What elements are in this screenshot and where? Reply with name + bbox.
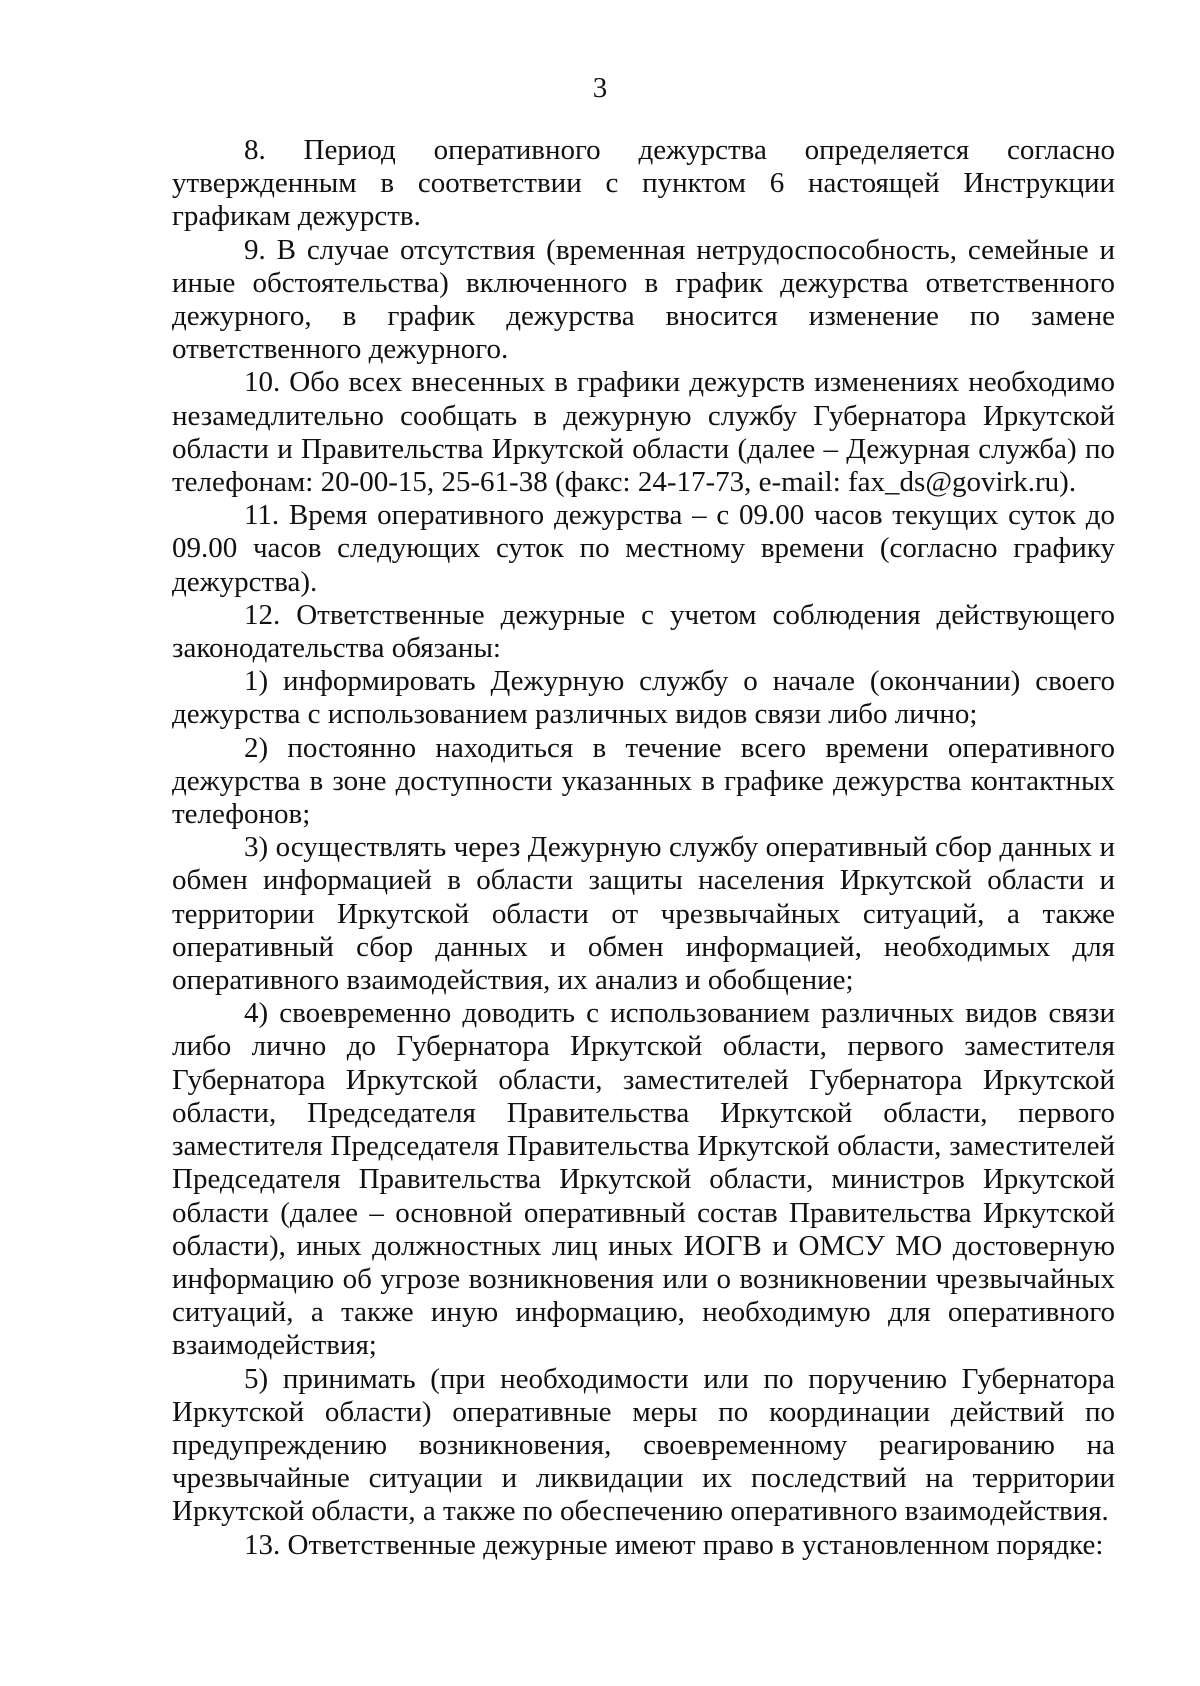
paragraph-item-12: 12. Ответственные дежурные с учетом соблюдения действующего законодательства обязаны: bbox=[172, 598, 1115, 665]
page-number: 3 bbox=[592, 72, 608, 104]
subitem-3: 3) осуществлять через Дежурную службу оперативный сбор данных и обмен информацией в области защиты населения Иркутской области и территории Иркутской области от чрезвычайных ситуаций, а также оперативный сбор данных и обмен информацией, необходимых для оперативного взаимодействия, их анализ и обобщение; bbox=[172, 831, 1115, 997]
paragraph-item-11: 11. Время оперативного дежурства – с 09.00 часов текущих суток до 09.00 часов следующих суток по местному времени (согласно графику дежурства). bbox=[172, 499, 1115, 598]
subitem-1: 1) информировать Дежурную службу о начале (окончании) своего дежурства с использованием различных видов связи либо лично; bbox=[172, 665, 1115, 731]
paragraph-item-10: 10. Обо всех внесенных в графики дежурств изменениях необходимо незамедлительно сообщать в дежурную службу Губернатора Иркутской области и Правительства Иркутской области (далее – Дежурная служба) по телефонам: 20-00-15, 25-61-38 (факс: 24-17-73, e-mail: fax_ds@govirk.ru). bbox=[172, 366, 1115, 499]
subitem-5: 5) принимать (при необходимости или по поручению Губернатора Иркутской области) оперативные меры по координации действий по предупреждению возникновения, своевременному реагированию на чрезвычайные ситуации и ликвидации их последствий на территории Иркутской области, а также по обеспечению оперативного взаимодействия. bbox=[172, 1362, 1115, 1528]
subitem-4: 4) своевременно доводить с использованием различных видов связи либо лично до Губернатора Иркутской области, первого заместителя Губернатора Иркутской области, заместителей Губернатора Иркутской области, Председателя Правительства Иркутской области, первого заместителя Председателя Правительства Иркутской области, заместителей Председателя Правительства Иркутской области, министров Иркутской области (далее – основной оперативный состав Правительства Иркутской области), иных должностных лиц иных ИОГВ и ОМСУ МО достоверную информацию об угрозе возникновения или о возникновении чрезвычайных ситуаций, а также иную информацию, необходимую для оперативного взаимодействия; bbox=[172, 997, 1115, 1362]
paragraph-item-9: 9. В случае отсутствия (временная нетрудоспособность, семейные и иные обстоятельства) включенного в график дежурства ответственного дежурного, в график дежурства вносится изменение по замене ответственного дежурного. bbox=[172, 233, 1115, 366]
subitem-2: 2) постоянно находиться в течение всего времени оперативного дежурства в зоне доступности указанных в графике дежурства контактных телефонов; bbox=[172, 731, 1115, 831]
document-body bbox=[172, 134, 1115, 1562]
paragraph-item-13: 13. Ответственные дежурные имеют право в установленном порядке: bbox=[244, 1528, 1104, 1561]
paragraph-item-8: 8. Период оперативного дежурства определяется согласно утвержденным в соответствии с пунктом 6 настоящей Инструкции графикам дежурств. bbox=[172, 134, 1115, 233]
